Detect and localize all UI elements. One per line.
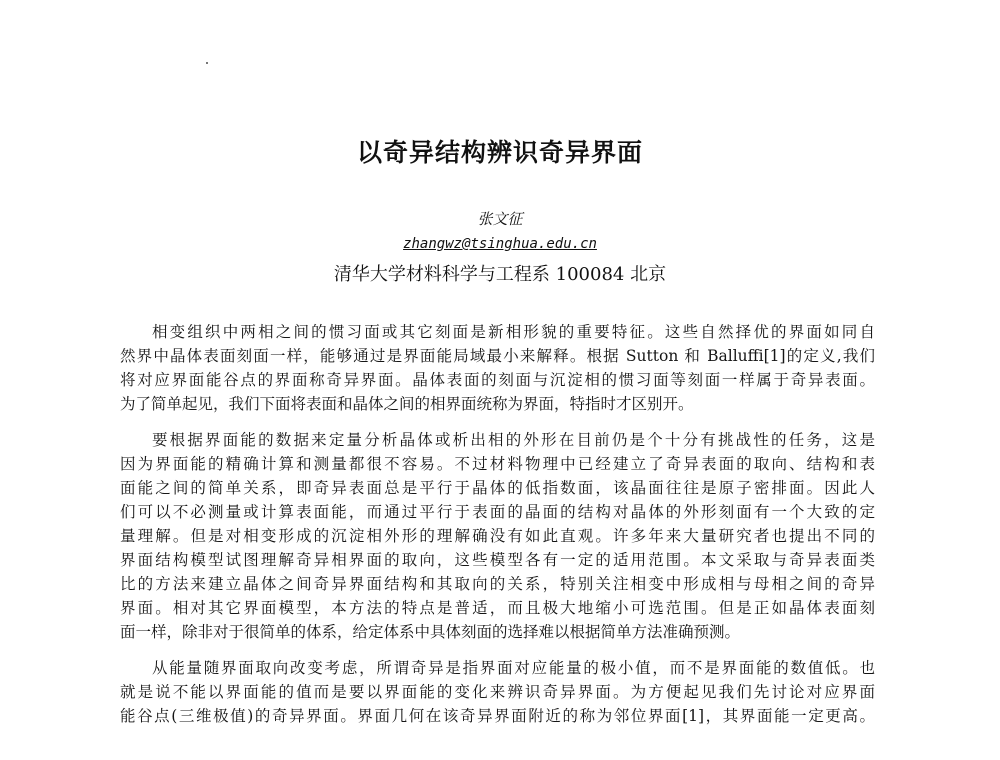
body-line: 们可以不必测量或计算表面能，而通过平行于表面的晶面的结构对晶体的外形刻面有一个大致的定	[120, 503, 875, 521]
body-line: 就是说不能以界面能的值而是要以界面能的变化来辨识奇异界面。为方便起见我们先讨论对应界面	[120, 683, 875, 701]
body-line: 量理解。但是对相变形成的沉淀相外形的理解确没有如此直观。许多年来大量研究者也提出不同的	[120, 527, 875, 545]
body-line: 界面结构模型试图理解奇异相界面的取向，这些模型各有一定的适用范围。本文采取与奇异表面类	[120, 551, 875, 569]
scan-speck	[206, 62, 208, 64]
author-email[interactable]: zhangwz@tsinghua.edu.cn	[403, 236, 597, 252]
author-name: 张文征	[477, 210, 523, 228]
body-line: 要根据界面能的数据来定量分析晶体或析出相的外形在目前仍是个十分有挑战性的任务，这是	[152, 431, 875, 449]
author-affiliation: 清华大学材料科学与工程系 100084 北京	[333, 264, 667, 285]
body-line: 因为界面能的精确计算和测量都很不容易。不过材料物理中已经建立了奇异表面的取向、结构和表	[120, 455, 875, 473]
body-line: 比的方法来建立晶体之间奇异界面结构和其取向的关系，特别关注相变中形成相与母相之间的奇异	[120, 575, 875, 593]
body-line: 从能量随界面取向改变考虑，所谓奇异是指界面对应能量的极小值，而不是界面能的数值低。也	[152, 659, 875, 677]
paper-title: 以奇异结构辨识奇异界面	[356, 138, 643, 167]
body-line: 面一样，除非对于很简单的体系，给定体系中具体刻面的选择难以根据简单方法准确预测。	[120, 623, 741, 641]
body-line: 能谷点(三维极值)的奇异界面。界面几何在该奇异界面附近的称为邻位界面[1]，其界面能一定更高。	[120, 707, 875, 725]
body-line: 为了简单起见，我们下面将表面和晶体之间的相界面统称为界面，特指时才区别开。	[120, 395, 694, 413]
body-line: 面能之间的简单关系，即奇异表面总是平行于晶体的低指数面，该晶面往往是原子密排面。因此人	[120, 479, 875, 497]
body-line: 将对应界面能谷点的界面称奇异界面。晶体表面的刻面与沉淀相的惯习面等刻面一样属于奇异表面。	[120, 371, 875, 389]
body-line: 然界中晶体表面刻面一样，能够通过是界面能局域最小来解释。根据 Sutton 和 Balluffi[1]的定义,我们	[120, 347, 875, 365]
body-line: 相变组织中两相之间的惯习面或其它刻面是新相形貌的重要特征。这些自然择优的界面如同自	[152, 323, 875, 341]
body-line: 界面。相对其它界面模型，本方法的特点是普适，而且极大地缩小可选范围。但是正如晶体表面刻	[120, 599, 875, 617]
